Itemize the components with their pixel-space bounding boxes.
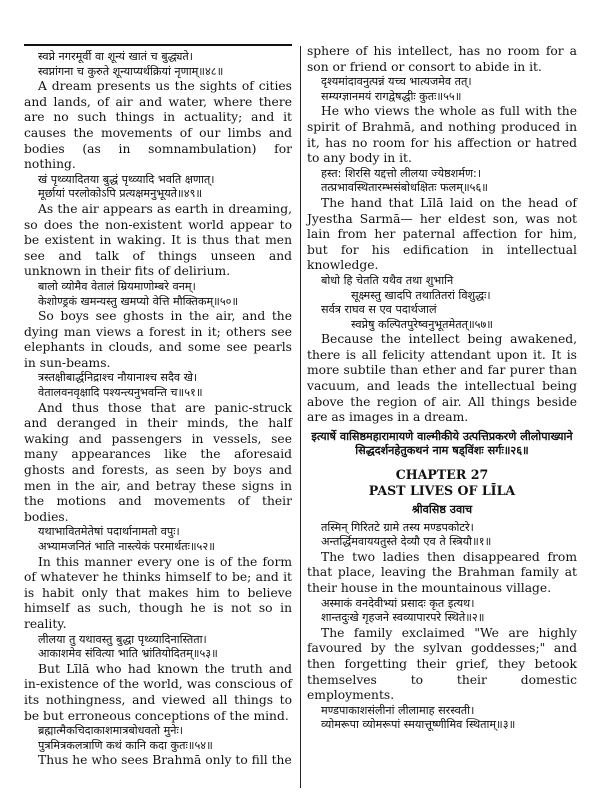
column-divider (300, 46, 301, 788)
sanskrit-verse-line: स्वप्ने नगरमूर्वी वा शून्यं खातं च बुद्ध्यते। (38, 50, 194, 63)
sanskrit-verse-line: अन्तर्द्धिमवाययतुस्ते देव्यौ एव ते स्त्रियौ॥१॥ (321, 535, 492, 549)
sanskrit-verse-line: तस्मिन् गिरितटे ग्रामे तस्य मण्डपकोटरे। (321, 520, 474, 534)
translation-paragraph: Because the intellect being awakened, there is all felicity attendant upon it. It is more subtile than ether and far purer than vacuum, and leads the intellectual being above the region of air. All things beside are as images in a dream. (307, 332, 577, 425)
sanskrit-verse-line: पुत्रमित्रकलत्राणि कथं कानि कदा कुतः॥५४॥ (38, 738, 213, 752)
sanskrit-verse-line: हस्त: शिरसि यद्दत्तो लीलया ज्येष्ठशर्मण:। (321, 166, 482, 180)
translation-paragraph: So boys see ghosts in the air, and the dying man views a forest in it; others see elephants in clouds, and some see pearls in sun-beams. (24, 309, 292, 370)
sanskrit-verse-line: दृश्यमांदावनुत्पन्नं यच्च भात्यजमेव तत्। (321, 75, 472, 89)
sanskrit-verse-line: केशोण्ड्रकं खमन्यस्तु खमप्यो वेत्ति मौक्तिकम्॥५०॥ (38, 294, 239, 308)
sanskrit-verse-line: स्वप्नांगना च कुरुते शून्याप्यर्थक्रियां नृणाम्॥४८॥ (38, 64, 224, 78)
translation-paragraph: He who views the whole as full with the spirit of Brahmā, and nothing produced in it, has no room for his affection or hatred to any body in it. (307, 104, 577, 166)
sanskrit-verse-line: त्रस्तक्षीबार्द्धनिद्राश्च नौयानाश्च सदैव खे। (38, 371, 198, 385)
right-column (307, 44, 577, 733)
translation-paragraph-continued: sphere of his intellect, has no room for a son or friend or consort to abide in it. (307, 44, 577, 74)
sanskrit-verse-line: मण्डपाकाशसंलीनां लीलामाह सरस्वती। (321, 703, 475, 717)
chapter-colophon: इत्यार्षे वासिष्ठमहारामायणे वाल्मीकीये उत्पत्तिप्रकरणे लीलोपाख्याने सिद्धदर्शनहेतुकथनं नाम षड्विंशः सर्गः॥२६॥ (311, 429, 573, 458)
sanskrit-verse-line: बोधो हि चेतति यथैव तथा शुभानि (321, 273, 454, 287)
sanskrit-verse-line: शान्तदुःखे गृहजने स्वव्यापारपरे स्थिते॥२॥ (321, 611, 485, 625)
sanskrit-verse-line: अस्माकं वनदेवीभ्यां प्रसादः कृत इत्यथ। (321, 596, 475, 610)
sanskrit-verse-line: सर्वत्र राघव स एव पदार्थजालं (321, 303, 437, 317)
speaker-heading: श्रीवसिष्ठ उवाच (411, 503, 473, 517)
chapter-number: CHAPTER 27 (395, 467, 489, 483)
sanskrit-verse-line: खं पृथ्व्यादितया बुद्धं पृथ्व्यादि भवति क्षणात्। (38, 172, 215, 186)
sanskrit-verse-line: ब्रह्मात्मैकचिदाकाशमात्रबोधवतो मुनेः। (38, 724, 183, 738)
header-rule (24, 44, 292, 46)
sanskrit-verse-line: सम्यग्ज्ञानमयं रागद्वेषद्धीः कुतः॥५५॥ (321, 89, 462, 103)
sanskrit-verse-line: लीलया तु यथावस्तु बुद्धा पृथ्व्यादिनास्तिता। (38, 632, 207, 646)
sanskrit-verse-line: यथाभावितमेतेषां पदार्थानामतो वपुः। (38, 525, 180, 539)
translation-paragraph: The two ladies then disappeared from that place, leaving the Brahman family at their house in the mountainous village. (307, 549, 577, 595)
sanskrit-verse-line-indented: स्वप्नेषु कल्पितपुरेष्वनुभूतमेतत्॥५७॥ (351, 317, 494, 331)
translation-paragraph: The family exclaimed "We are highly favoured by the sylvan goddesses;" and then forgetting their grief, they betook themselves to their domestic employments. (307, 625, 577, 703)
translation-paragraph: In this manner every one is of the form of whatever he thinks himself to be; and it is habit only that makes him to believe himself as such, though he is not so in reality. (24, 554, 292, 631)
translation-paragraph: As the air appears as earth in dreaming, so does the non-existent world appear to be existent in waking. It is thus that men see and talk of things unseen and unknown in their fits of delirium. (24, 201, 292, 279)
translation-paragraph: A dream presents us the sights of cities and lands, of air and water, where there are no such things in actuality; and it causes the movements of our limbs and bodies (as in somnambulation) for nothing. (24, 79, 292, 172)
translation-paragraph: And thus those that are panic-struck and deranged in their minds, the half waking and passengers in vessels, see many appearances like the aforesaid ghosts and forests, as seen by boys and men in the air, and betray these signs in the motions and movements of their bodies. (24, 400, 292, 524)
chapter-title: PAST LIVES OF LĪLA (368, 483, 516, 499)
sanskrit-verse-line: वेतालवनवृक्षादि पश्यन्त्यनुभवन्ति च॥५१॥ (38, 386, 203, 400)
sanskrit-verse-line: तत्प्रभावस्थितारम्भसंबोधक्षितः फलम्॥५६॥ (321, 181, 488, 195)
sanskrit-verse-line: अभ्यामजनितं भाति नास्त्येकं परमार्थतः॥५२॥ (38, 540, 215, 553)
sanskrit-verse-line: व्योमरूपा व्योमरूपां स्मयात्तूष्णीमिव स्थिताम्॥३॥ (321, 718, 516, 732)
sanskrit-verse-line: आकाशमेव संवित्या भाति भ्रांतियोदितम्॥५३॥ (38, 647, 218, 661)
translation-paragraph: Thus he who sees Brahmā only to fill the (38, 753, 292, 768)
sanskrit-verse-line: बालो व्योमैव वेतालं म्रियमाणोम्बरे वनम्। (38, 279, 196, 293)
translation-paragraph: The hand that Līlā laid on the head of Jyestha Sarmā— her eldest son, was not lain from her paternal affection for him, but for his edification in intellectual knowledge. (307, 195, 577, 273)
left-column (24, 50, 292, 769)
sanskrit-verse-line: मूर्छायां परलोकोऽपि प्रत्यक्षमनुभूयते॥४९॥ (38, 187, 203, 201)
translation-paragraph: But Līlā who had known the truth and in-existence of the world, was conscious of its nothingness, and viewed all things to be but erroneous conceptions of the mind. (24, 661, 292, 723)
sanskrit-verse-line-indented: सूक्ष्मस्तु खादपि तथातितरां विशुद्धः। (351, 288, 491, 302)
